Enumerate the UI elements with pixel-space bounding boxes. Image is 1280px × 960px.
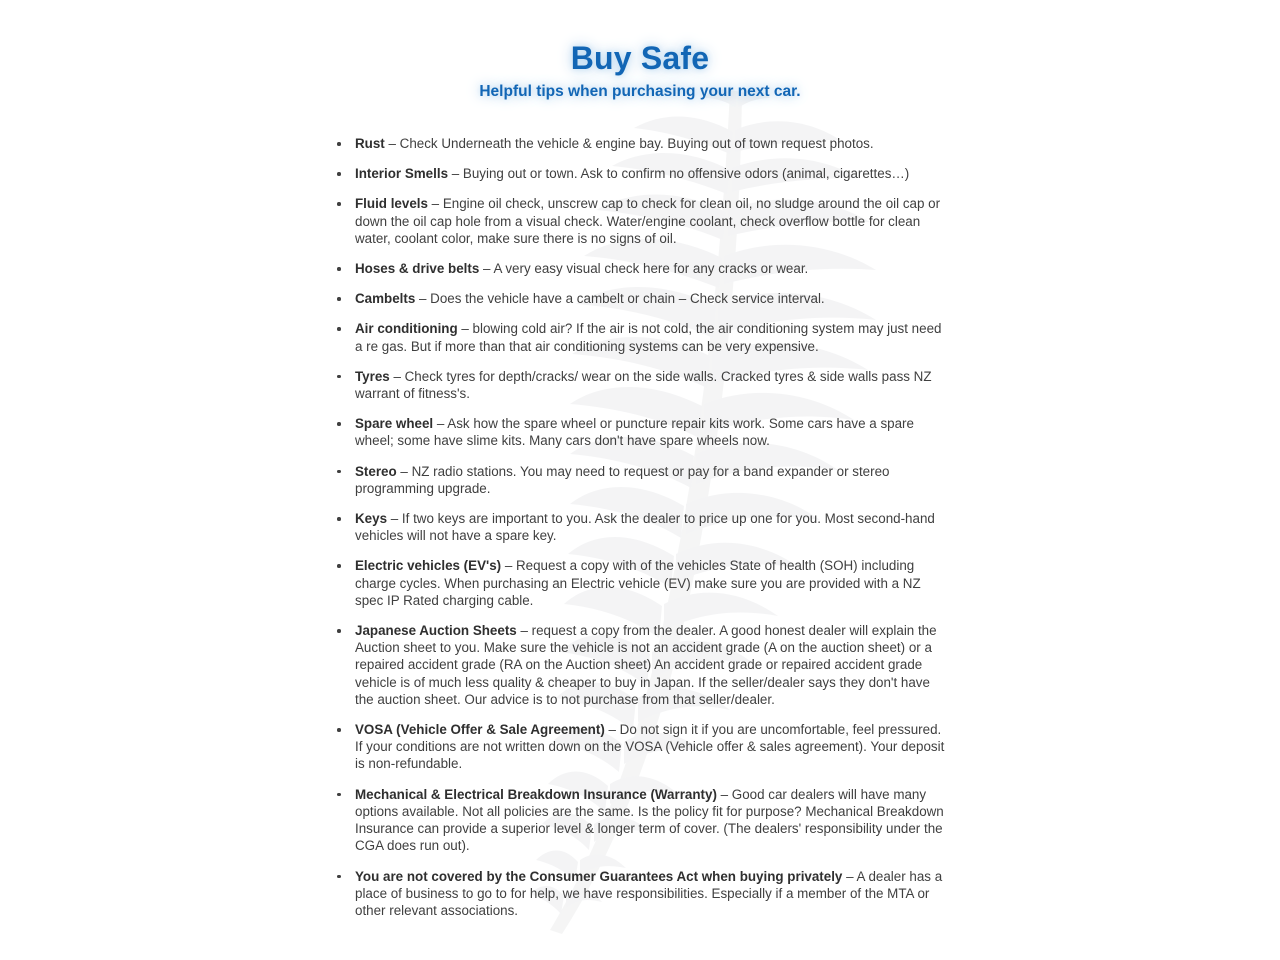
tip-term: You are not covered by the Consumer Guarantees Act when buying privately [355, 868, 843, 884]
list-item [333, 721, 945, 773]
tip-term: VOSA (Vehicle Offer & Sale Agreement) [355, 722, 605, 738]
tip-body: – Request a copy with of the vehicles State of health (SOH) including charge cycles. When purchasing an Electric vehicle (EV) make sure you are provided with a NZ spec IP Rated charging cable. [355, 558, 921, 608]
tip-term: Interior Smells [355, 166, 449, 182]
tip-body: – Does the vehicle have a cambelt or chain – Check service interval. [415, 291, 825, 307]
page-title: Buy Safe [570, 40, 710, 76]
tip-term: Cambelts [355, 291, 416, 307]
tip-body: – Do not sign it if you are uncomfortable, feel pressured. If your conditions are not written down on the VOSA (Vehicle offer & sales agreement). Your deposit is non-refundable. [355, 722, 945, 772]
list-item [333, 557, 945, 609]
list-item [333, 368, 945, 402]
tip-body: – Good car dealers will have many options available. Not all policies are the same. Is the policy fit for purpose? Mechanical Breakdown Insurance can provide a superior level & longer term of cover. (The dealers' responsibility under the CGA does run out). [355, 786, 944, 854]
tip-body: – request a copy from the dealer. A good honest dealer will explain the Auction sheet to you. Make sure the vehicle is not an accident grade (A on the auction sheet) or a repaired accident grade (RA on the Auction sheet) An accident grade or repaired accident grade vehicle is of much less quality & cheaper to buy in Japan. If the seller/dealer says they don't have the auction sheet. Our advice is to not purchase from that seller/dealer. [355, 623, 937, 707]
tip-term: Keys [355, 511, 388, 527]
tip-body: – Check tyres for depth/cracks/ wear on the side walls. Cracked tyres & side walls pass NZ warrant of fitness's. [355, 368, 932, 402]
tip-term: Stereo [355, 463, 397, 479]
list-item [333, 260, 945, 277]
tip-term: Japanese Auction Sheets [355, 623, 517, 639]
tips-list [333, 135, 945, 919]
list-item [333, 320, 945, 354]
tip-term: Mechanical & Electrical Breakdown Insurance (Warranty) [355, 786, 717, 802]
tip-term: Electric vehicles (EV's) [355, 558, 502, 574]
tip-body: – blowing cold air? If the air is not cold, the air conditioning system may just need a re gas. But if more than that air conditioning systems can be very expensive. [355, 321, 942, 354]
tip-body: – NZ radio stations. You may need to request or pay for a band expander or stereo programming upgrade. [355, 463, 890, 496]
list-item [333, 195, 945, 247]
tip-body: – Buying out or town. Ask to confirm no offensive odors (animal, cigarettes…) [448, 166, 910, 182]
tip-body: – Ask how the spare wheel or puncture repair kits work. Some cars have a spare wheel; some have slime kits. Many cars don't have spare wheels now. [355, 416, 914, 449]
tip-body: – If two keys are important to you. Ask the dealer to price up one for you. Most second-hand vehicles will not have a spare key. [355, 511, 935, 544]
tip-body: – Engine oil check, unscrew cap to check for clean oil, no sludge around the oil cap or down the oil cap hole from a visual check. Water/engine coolant, check overflow bottle for clean water, coolant color, make sure there is no signs of oil. [355, 196, 941, 246]
list-item [333, 463, 945, 497]
list-item [333, 868, 945, 920]
list-item [333, 415, 945, 449]
list-item [333, 290, 945, 307]
list-item [333, 510, 945, 544]
tip-term: Air conditioning [355, 321, 458, 337]
tip-term: Hoses & drive belts [355, 261, 480, 277]
tip-body: – Check Underneath the vehicle & engine bay. Buying out of town request photos. [384, 136, 874, 151]
list-item [333, 165, 945, 182]
tip-term: Spare wheel [355, 416, 434, 432]
tip-term: Fluid levels [355, 196, 428, 212]
tip-body: – A dealer has a place of business to go to for help, we have responsibilities. Especially if a member of the MTA or other relevant associations. [355, 868, 943, 918]
tip-term: Tyres [355, 368, 390, 384]
tip-term: Rust [355, 136, 385, 151]
list-item [333, 135, 945, 152]
list-item [333, 786, 945, 855]
tip-body: – A very easy visual check here for any cracks or wear. [479, 261, 809, 277]
list-item [333, 622, 945, 708]
page-subtitle: Helpful tips when purchasing your next car. [479, 83, 801, 100]
